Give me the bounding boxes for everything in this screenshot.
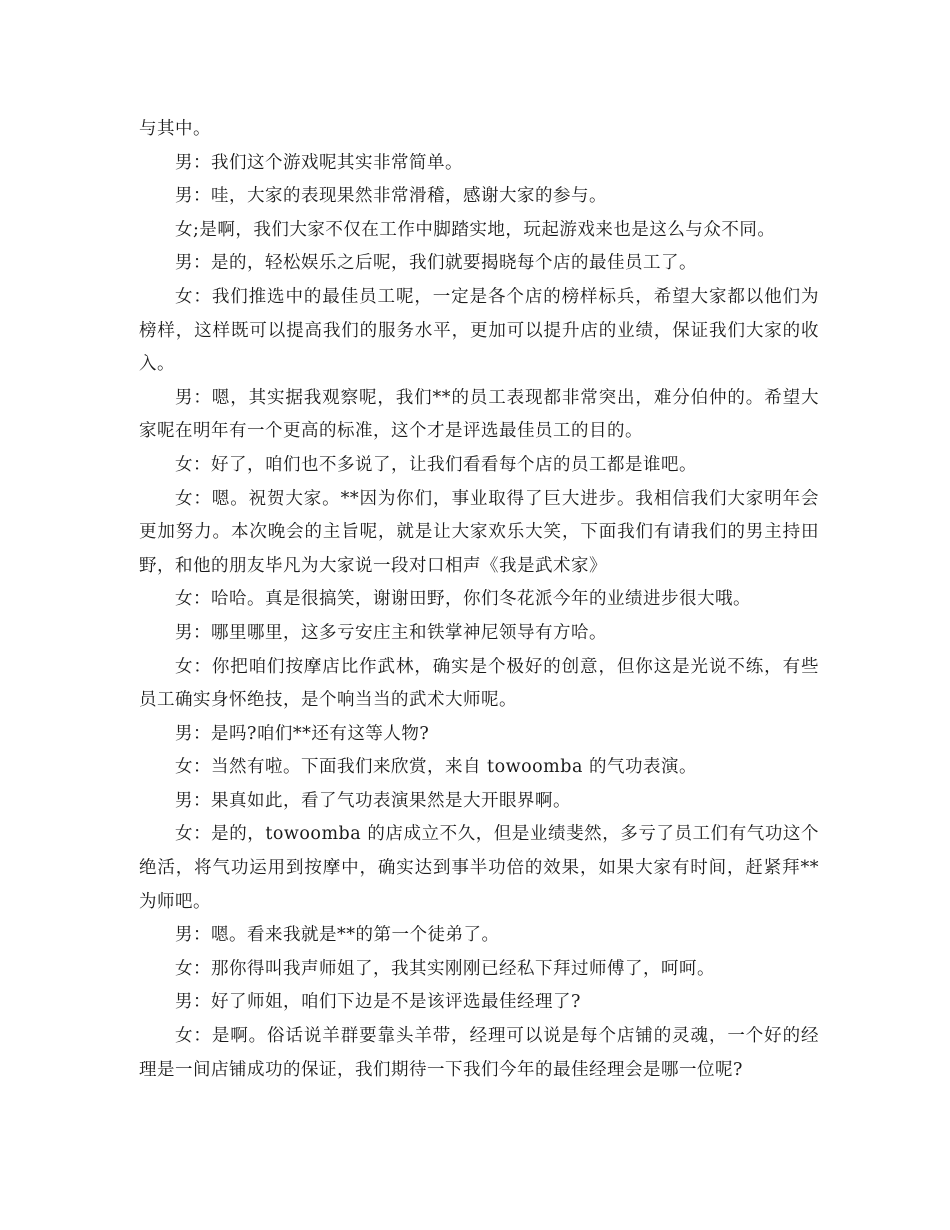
paragraph: 女：那你得叫我声师姐了，我其实刚刚已经私下拜过师傅了，呵呵。 <box>175 958 715 979</box>
paragraph: 女：好了，咱们也不多说了，让我们看看每个店的员工都是谁吧。 <box>175 454 697 475</box>
paragraph: 女：是啊。俗话说羊群要靠头羊带，经理可以说是每个店铺的灵魂，一个好的经理是一间店铺成功的保证，我们期待一下我们今年的最佳经理会是哪一位呢? <box>139 1026 819 1080</box>
paragraph: 男：哇，大家的表现果然非常滑稽，感谢大家的参与。 <box>175 186 607 207</box>
paragraph: 男：好了师姐，咱们下边是不是该评选最佳经理了? <box>175 992 581 1013</box>
paragraph: 女：你把咱们按摩店比作武林，确实是个极好的创意，但你这是光说不练，有些员工确实身怀绝技，是个响当当的武术大师呢。 <box>139 656 819 711</box>
paragraph: 男：我们这个游戏呢其实非常简单。 <box>175 152 463 173</box>
paragraph: 男：是吗?咱们**还有这等人物? <box>175 723 430 744</box>
paragraph: 女：当然有啦。下面我们来欣赏，来自 towoomba 的气功表演。 <box>175 757 697 778</box>
paragraph: 女;是啊，我们大家不仅在工作中脚踏实地，玩起游戏来也是这么与众不同。 <box>175 219 776 240</box>
paragraph: 女：我们推选中的最佳员工呢，一定是各个店的榜样标兵，希望大家都以他们为榜样，这样既可以提高我们的服务水平，更加可以提升店的业绩，保证我们大家的收入。 <box>139 286 819 375</box>
paragraph: 男：嗯，其实据我观察呢，我们**的员工表现都非常突出，难分伯仲的。希望大家呢在明年有一个更高的标准，这个才是评选最佳员工的目的。 <box>139 387 819 442</box>
paragraph: 与其中。 <box>139 119 211 139</box>
paragraph: 男：是的，轻松娱乐之后呢，我们就要揭晓每个店的最佳员工了。 <box>175 253 697 274</box>
document-body <box>139 113 819 1087</box>
paragraph: 女：嗯。祝贺大家。**因为你们，事业取得了巨大进步。我相信我们大家明年会更加努力。本次晚会的主旨呢，就是让大家欢乐大笑，下面我们有请我们的男主持田野，和他的朋友毕凡为大家说一段对口相声《我是武术家》 <box>139 488 819 576</box>
paragraph: 男：果真如此，看了气功表演果然是大开眼界啊。 <box>175 790 571 811</box>
paragraph: 男：哪里哪里，这多亏安庄主和铁掌神尼领导有方哈。 <box>175 622 607 643</box>
paragraph: 女：哈哈。真是很搞笑，谢谢田野，你们冬花派今年的业绩进步很大哦。 <box>175 589 751 610</box>
paragraph: 女：是的，towoomba 的店成立不久，但是业绩斐然，多亏了员工们有气功这个绝活，将气功运用到按摩中，确实达到事半功倍的效果，如果大家有时间，赶紧拜**为师吧。 <box>139 824 819 912</box>
paragraph: 男：嗯。看来我就是**的第一个徒弟了。 <box>175 925 500 946</box>
